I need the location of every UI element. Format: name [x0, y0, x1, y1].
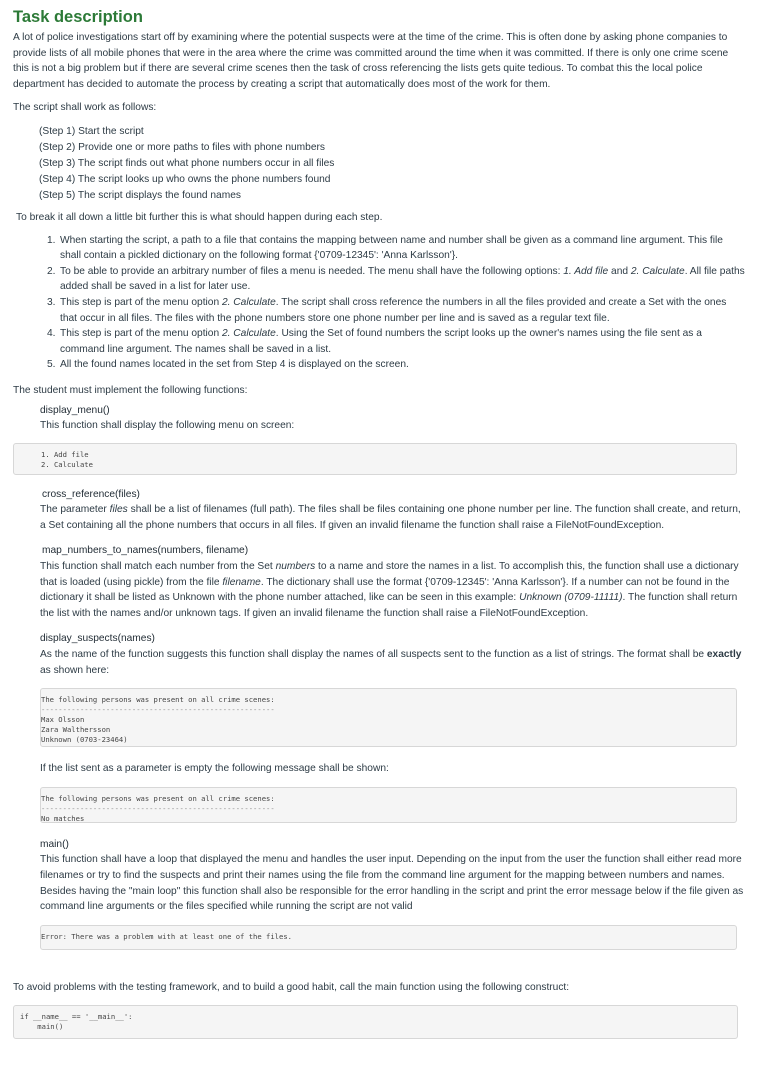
- detail-item: [47, 326, 745, 357]
- detail-number: 5.: [47, 359, 56, 371]
- param-name: files: [109, 504, 128, 516]
- detail-item: [47, 295, 745, 326]
- desc-text: to a name and store the names in a list. To accomplish this, the function shall use a dictionary that is loaded (using pickle) from the file: [40, 561, 739, 588]
- emphasis-text: exactly: [706, 649, 742, 661]
- detail-item: [47, 264, 745, 295]
- code-line: No matches: [41, 813, 85, 823]
- code-line: Unknown (0703-23464): [41, 735, 128, 745]
- code-line: if __name__ == '__main__':: [20, 1012, 133, 1022]
- detail-number: 4.: [47, 328, 56, 340]
- detail-text: When starting the script, a path to a file that contains the mapping between name and number shall be given as a command line argument. This file shall contain a pickled dictionary on the following format {'0709-12345': 'Anna Karlsson'}.: [60, 234, 723, 262]
- functions-section: [40, 403, 745, 950]
- desc-text: This function shall match each number from the Set: [40, 561, 276, 573]
- detail-item: [47, 233, 745, 264]
- empty-list-intro: If the list sent as a parameter is empty the following message shall be shown:: [40, 763, 389, 775]
- function-name-cross-reference: cross_reference(files): [42, 488, 140, 500]
- detail-number: 1.: [47, 234, 56, 246]
- detail-number: 3.: [47, 296, 56, 308]
- code-line: The following persons was present on all crime scenes:: [41, 793, 275, 803]
- code-block-suspects: [40, 688, 737, 747]
- code-line: main(): [20, 1022, 64, 1032]
- desc-text: As the name of the function suggests this function shall display the names of all suspects sent to the function as a list of strings. The format shall be: [40, 649, 707, 661]
- code-line: Max Olsson: [41, 715, 85, 725]
- task-page: [13, 7, 745, 1039]
- step-item: (Step 3) The script finds out what phone numbers occur in all files: [39, 157, 335, 169]
- details-list: [47, 233, 745, 373]
- menu-option-calculate: 2. Calculate: [630, 265, 685, 277]
- function-name-display-suspects: display_suspects(names): [40, 633, 155, 645]
- functions-intro: The student must implement the following functions:: [13, 384, 248, 396]
- menu-option-calculate: 2. Calculate: [221, 296, 276, 308]
- function-desc: [40, 559, 745, 621]
- function-name-map-numbers: map_numbers_to_names(numbers, filename): [42, 545, 249, 557]
- function-desc: [40, 647, 745, 678]
- code-block-no-matches: [40, 787, 737, 823]
- detail-text: . The script shall cross reference the numbers in all the files provided and create a Set with the ones that occur in all files. The files with the phone numbers store one phone number per line and is saved as a regular text file.: [60, 296, 727, 324]
- detail-text: To be able to provide an arbitrary number of files a menu is needed. The menu shall have the following options:: [60, 265, 564, 277]
- detail-text: All the found names located in the set from Step 4 is displayed on the screen.: [60, 359, 409, 371]
- step-item: (Step 4) The script looks up who owns the phone numbers found: [39, 173, 331, 185]
- final-intro: To avoid problems with the testing framework, and to build a good habit, call the main function using the following construct:: [13, 981, 570, 993]
- menu-option-add: 1. Add file: [563, 265, 609, 277]
- function-name-display-menu: display_menu(): [40, 404, 110, 416]
- code-divider: ------------------------------------------------------: [41, 803, 275, 813]
- desc-text: shall be a list of filenames (full path). The files shall be files containing one phone number per line. The function shall create, and return, a Set containing all the phone numbers that occurs in all files. If given an invalid filename the function shall raise a FileNotFoundException.: [40, 504, 741, 531]
- menu-option-calculate: 2. Calculate: [221, 328, 276, 340]
- function-desc: This function shall display the following menu on screen:: [40, 420, 295, 432]
- detail-item: [47, 357, 745, 373]
- code-block-error: [40, 925, 737, 950]
- code-line: 1. Add file: [41, 449, 89, 459]
- code-line: Zara Walthersson: [41, 725, 111, 735]
- detail-text: and: [608, 265, 631, 277]
- function-desc: [40, 502, 745, 533]
- detail-text: . All file paths added shall be saved in a list for later use.: [60, 265, 745, 293]
- code-line: Error: There was a problem with at least one of the files.: [41, 931, 292, 941]
- desc-text: . The dictionary shall use the format {'0709-12345': 'Anna Karlsson'}. If a number can not be found in the dictionary it shall be listed as Unknown with the phone number attached, like can be seen in this example:: [40, 576, 730, 604]
- detail-number: 2.: [47, 265, 56, 277]
- detail-text: This step is part of the menu option: [60, 296, 222, 308]
- param-name: numbers: [275, 561, 316, 573]
- function-name-main: main(): [40, 838, 69, 850]
- step-item: (Step 5) The script displays the found names: [39, 189, 241, 201]
- code-line: The following persons was present on all crime scenes:: [41, 695, 275, 705]
- code-block-main-guard: [13, 1005, 738, 1039]
- intro-paragraph: A lot of police investigations start off by examining where the potential suspects were at the time of the crime. This is often done by asking phone companies to provide lists of all mobile phones that were in the area where the crime was committed around the time when it was committed. If there is only one crime scene this is not a big problem but if there are several crime scenes then the task of cross referencing the lists gets quite tedious. To combat this the local police department has decided to automate the process by creating a script that automatically does most of the work for them.: [13, 32, 729, 90]
- param-name: filename: [222, 576, 261, 588]
- code-divider: ------------------------------------------------------: [41, 705, 275, 715]
- step-item: (Step 1) Start the script: [39, 125, 144, 137]
- desc-text: as shown here:: [40, 664, 110, 676]
- script-intro: The script shall work as follows:: [13, 102, 157, 114]
- detail-text: . Using the Set of found numbers the script looks up the owner's names using the file sent as a command line argument. The names shall be saved in a list.: [60, 328, 702, 355]
- steps-list: [39, 124, 745, 204]
- desc-text: The parameter: [40, 504, 110, 516]
- detail-text: This step is part of the menu option: [60, 328, 222, 340]
- desc-text: . The function shall return the list with the names and/or unknown tags. If given an invalid filename the function shall raise a FileNotFoundException.: [40, 592, 738, 619]
- example-text: Unknown (0709-11111): [519, 592, 623, 604]
- step-item: (Step 2) Provide one or more paths to files with phone numbers: [39, 141, 325, 153]
- code-line: 2. Calculate: [41, 459, 93, 469]
- code-block-menu: [13, 443, 737, 475]
- function-desc: This function shall have a loop that displayed the menu and handles the user input. Depending on the input from the user the function shall either read more filenames or try to find the suspects and print their names using the file from the command line argument for the mapping between numbers and names. Besides having the "main loop" this function shall also be responsible for the error handling in the script and print the error message below if the file given as command line arguments or the files specified while running the script are not valid: [40, 854, 744, 913]
- breakdown-intro: To break it all down a little bit further this is what should happen during each step.: [16, 211, 383, 223]
- page-title: Task description: [13, 8, 143, 26]
